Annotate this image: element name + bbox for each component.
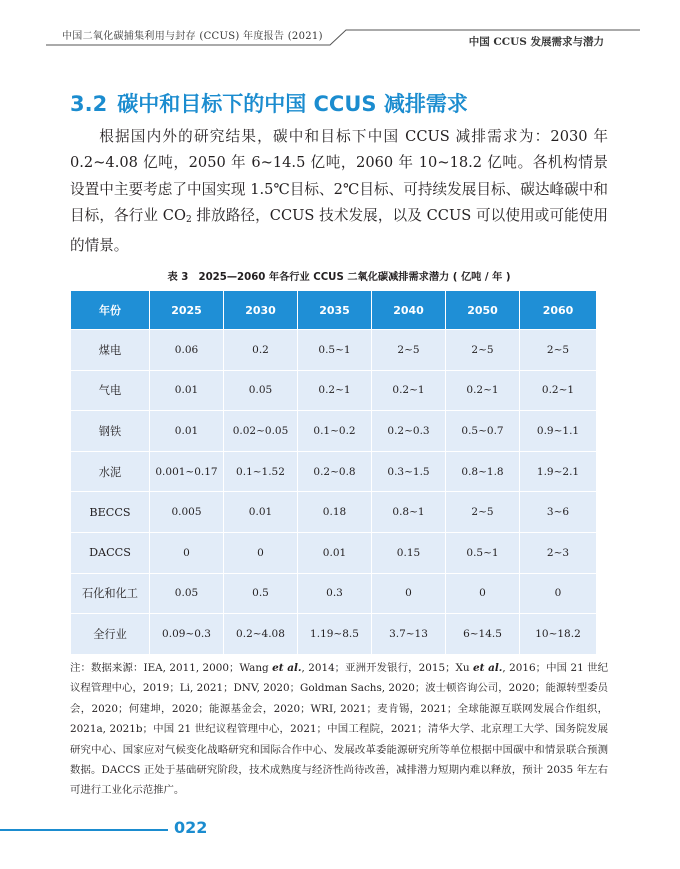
note-text: , 2014；亚洲开发银行，2015；Xu [301,662,473,674]
header-cell-2050: 2050 [446,291,520,330]
table-cell: 0.2~1 [446,370,520,411]
page-number: 022 [174,818,208,837]
table-row [71,370,597,411]
table-cell: 0.02~0.05 [224,411,298,452]
table-cell: 0.18 [298,492,372,533]
row-label: 水泥 [71,451,150,492]
table-cell: 0.05 [150,573,224,614]
table-cell: 0.5~1 [446,532,520,573]
table-cell: 0.001~0.17 [150,451,224,492]
table-cell: 0.2~0.8 [298,451,372,492]
table-cell: 0.01 [150,370,224,411]
header-report-title: 中国二氧化碳捕集利用与封存 (CCUS) 年度报告 (2021) [62,31,323,42]
table-cell: 0 [224,532,298,573]
table-cell: 0.09~0.3 [150,614,224,655]
body-paragraph [70,124,608,259]
header-cell-2040: 2040 [372,291,446,330]
table-cell: 1.19~8.5 [298,614,372,655]
table-row [71,573,597,614]
header-cell-2030: 2030 [224,291,298,330]
footer-rule [0,824,180,834]
table-caption: 表 3 2025—2060 年各行业 CCUS 二氧化碳减排需求潜力 ( 亿吨 / 年 ) [167,272,511,283]
table-cell: 0.1~0.2 [298,411,372,452]
paragraph-text-part2: 排放路径，CCUS 技术发展，以及 CCUS 可以使用或可能使用的情景。 [70,206,608,255]
table-cell: 10~18.2 [520,614,597,655]
table-cell: 0.2~4.08 [224,614,298,655]
row-label: 煤电 [71,330,150,371]
table-row [71,492,597,533]
table-cell: 2~5 [446,330,520,371]
table-cell: 2~5 [446,492,520,533]
table-cell: 3.7~13 [372,614,446,655]
table-cell: 3~6 [520,492,597,533]
table-notes [70,658,608,801]
table-cell: 2~3 [520,532,597,573]
row-label: DACCS [71,532,150,573]
table-cell: 0.9~1.1 [520,411,597,452]
section-number: 3.2 [70,92,108,116]
table-row [71,330,597,371]
table-row-total [71,614,597,655]
table-cell: 0.01 [224,492,298,533]
co2-subscript: 2 [185,214,192,225]
table-cell: 0.2 [224,330,298,371]
table-header-row [71,291,597,330]
table-cell: 0.5~1 [298,330,372,371]
table-cell: 0.8~1 [372,492,446,533]
table-cell: 0.3 [298,573,372,614]
page-header [0,0,680,52]
table-cell: 0.06 [150,330,224,371]
table-cell: 2~5 [372,330,446,371]
table-row [71,451,597,492]
table-cell: 0.2~1 [298,370,372,411]
header-chapter-title: 中国 CCUS 发展需求与潜力 [468,36,604,48]
paragraph-text-part1: 根据国内外的研究结果，碳中和目标下中国 CCUS 减排需求为：2030 年 0.2~4.08 亿吨，2050 年 6~14.5 亿吨，2060 年 10~18.2 亿吨。各机构情景设置中主要考虑了中国实现 1.5℃目标、2℃目标、可持续发展目标、碳达峰碳中和目标，各行业 CO [70,128,608,224]
table-row [71,411,597,452]
table-cell: 0.2~1 [372,370,446,411]
table-cell: 0.005 [150,492,224,533]
table-cell: 0.05 [224,370,298,411]
row-label: 气电 [71,370,150,411]
table-cell: 0.2~0.3 [372,411,446,452]
table-cell: 0.5 [224,573,298,614]
table-cell: 2~5 [520,330,597,371]
note-etal: et al. [472,662,503,674]
table-cell: 6~14.5 [446,614,520,655]
note-etal: et al. [272,662,302,674]
header-cell-2035: 2035 [298,291,372,330]
table-cell: 0.1~1.52 [224,451,298,492]
header-cell-2060: 2060 [520,291,597,330]
table-cell: 0.5~0.7 [446,411,520,452]
table-cell: 0.01 [298,532,372,573]
table-cell: 0.3~1.5 [372,451,446,492]
note-text: , 2016；中国 21 世纪议程管理中心，2019；Li, 2021；DNV, 2020；Goldman Sachs, 2020；波士顿咨询公司，2020；能源转型委员会，2020；何建坤，2020；能源基金会，2020；WRI, 2021；麦肯锡，2021；全球能源互联网发展合作组织，2021a, 2021b；中国 21 世纪议程管理中心，2021；中国工程院，2021；清华大学、北京理工大学、国务院发展研究中心、国家应对气候变化战略研究和国际合作中心、发展改革委能源研究所等单位根据中国碳中和情景联合预测数据。DACCS 正处于基础研究阶段，技术成熟度与经济性尚待改善，减排潜力短期内难以释放，预计 2035 年左右可进行工业化示范推广。 [70,662,608,797]
section-heading [70,88,468,118]
table-row [71,532,597,573]
section-title: 碳中和目标下的中国 CCUS 减排需求 [117,92,468,116]
table-cell: 0.15 [372,532,446,573]
table-cell: 0 [150,532,224,573]
table-cell: 0.8~1.8 [446,451,520,492]
header-cell-2025: 2025 [150,291,224,330]
note-text: 注：数据来源：IEA, 2011, 2000；Wang [70,662,273,674]
row-label: 钢铁 [71,411,150,452]
row-label: 全行业 [71,614,150,655]
table-cell: 0.01 [150,411,224,452]
table-cell: 0 [446,573,520,614]
table-cell: 0 [372,573,446,614]
table-cell: 1.9~2.1 [520,451,597,492]
table-cell: 0.2~1 [520,370,597,411]
header-cell-year: 年份 [71,291,150,330]
table-cell: 0 [520,573,597,614]
ccus-demand-table [70,290,597,655]
row-label: BECCS [71,492,150,533]
row-label: 石化和化工 [71,573,150,614]
